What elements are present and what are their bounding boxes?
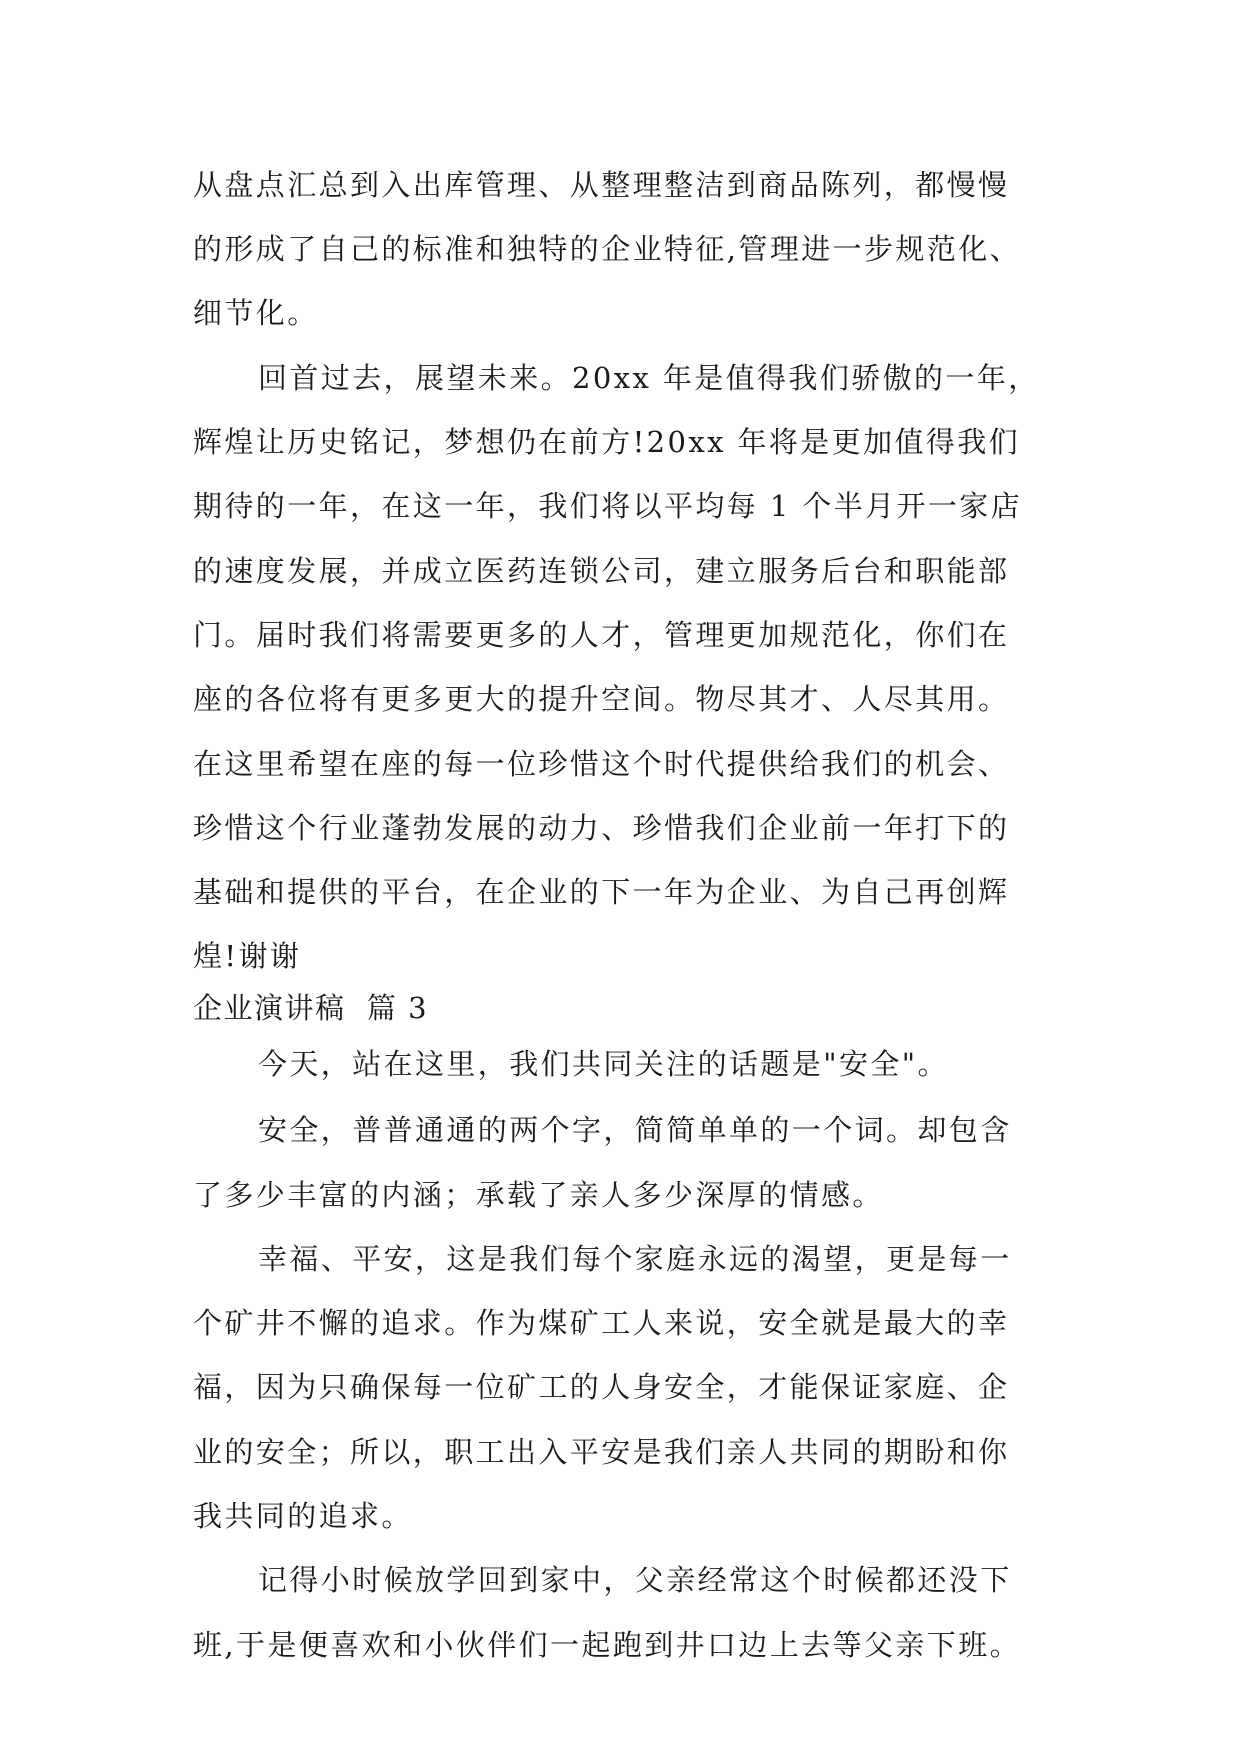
paragraph-line: 细节化。 xyxy=(193,296,319,330)
paragraph-line: 今天，站在这里，我们共同关注的话题是"安全"。 xyxy=(258,1047,949,1081)
paragraph-line: 期待的一年，在这一年，我们将以平均每 1 个半月开一家店 xyxy=(193,489,1023,523)
paragraph-line: 福，因为只确保每一位矿工的人身安全，才能保证家庭、企 xyxy=(193,1370,1010,1404)
paragraph-line: 基础和提供的平台，在企业的下一年为企业、为自己再创辉 xyxy=(193,875,1010,909)
paragraph-line: 记得小时候放学回到家中，父亲经常这个时候都还没下 xyxy=(258,1563,1012,1597)
paragraph-line: 回首过去，展望未来。20xx 年是值得我们骄傲的一年， xyxy=(258,361,1040,395)
paragraph-line: 幸福、平安，这是我们每个家庭永远的渴望，更是每一 xyxy=(258,1242,1012,1276)
paragraph-line: 了多少丰富的内涵；承载了亲人多少深厚的情感。 xyxy=(193,1178,884,1212)
paragraph-line: 的形成了自己的标准和独特的企业特征,管理进一步规范化、 xyxy=(193,232,1022,266)
paragraph-line: 辉煌让历史铭记，梦想仍在前方!20xx 年将是更加值得我们 xyxy=(193,425,1021,459)
paragraph-line: 煌!谢谢 xyxy=(193,939,302,973)
paragraph-line: 的速度发展，并成立医药连锁公司，建立服务后台和职能部 xyxy=(193,554,1010,588)
paragraph-line: 座的各位将有更多更大的提升空间。物尽其才、人尽其用。 xyxy=(193,682,1010,716)
paragraph-line: 安全，普普通通的两个字，简简单单的一个词。却包含 xyxy=(258,1113,1012,1147)
paragraph-line: 班,于是便喜欢和小伙伴们一起跑到井口边上去等父亲下班。 xyxy=(193,1628,1022,1662)
paragraph-line: 在这里希望在座的每一位珍惜这个时代提供给我们的机会、 xyxy=(193,747,1010,781)
section-heading: 企业演讲稿 篇 3 xyxy=(193,991,429,1025)
paragraph-line: 业的安全；所以，职工出入平安是我们亲人共同的期盼和你 xyxy=(193,1435,1010,1469)
paragraph-line: 个矿井不懈的追求。作为煤矿工人来说，安全就是最大的幸 xyxy=(193,1306,1010,1340)
paragraph-line: 门。届时我们将需要更多的人才，管理更加规范化，你们在 xyxy=(193,618,1010,652)
paragraph-line: 从盘点汇总到入出库管理、从整理整洁到商品陈列，都慢慢 xyxy=(193,168,1010,202)
paragraph-line: 珍惜这个行业蓬勃发展的动力、珍惜我们企业前一年打下的 xyxy=(193,811,1010,845)
paragraph-line: 我共同的追求。 xyxy=(193,1499,413,1533)
